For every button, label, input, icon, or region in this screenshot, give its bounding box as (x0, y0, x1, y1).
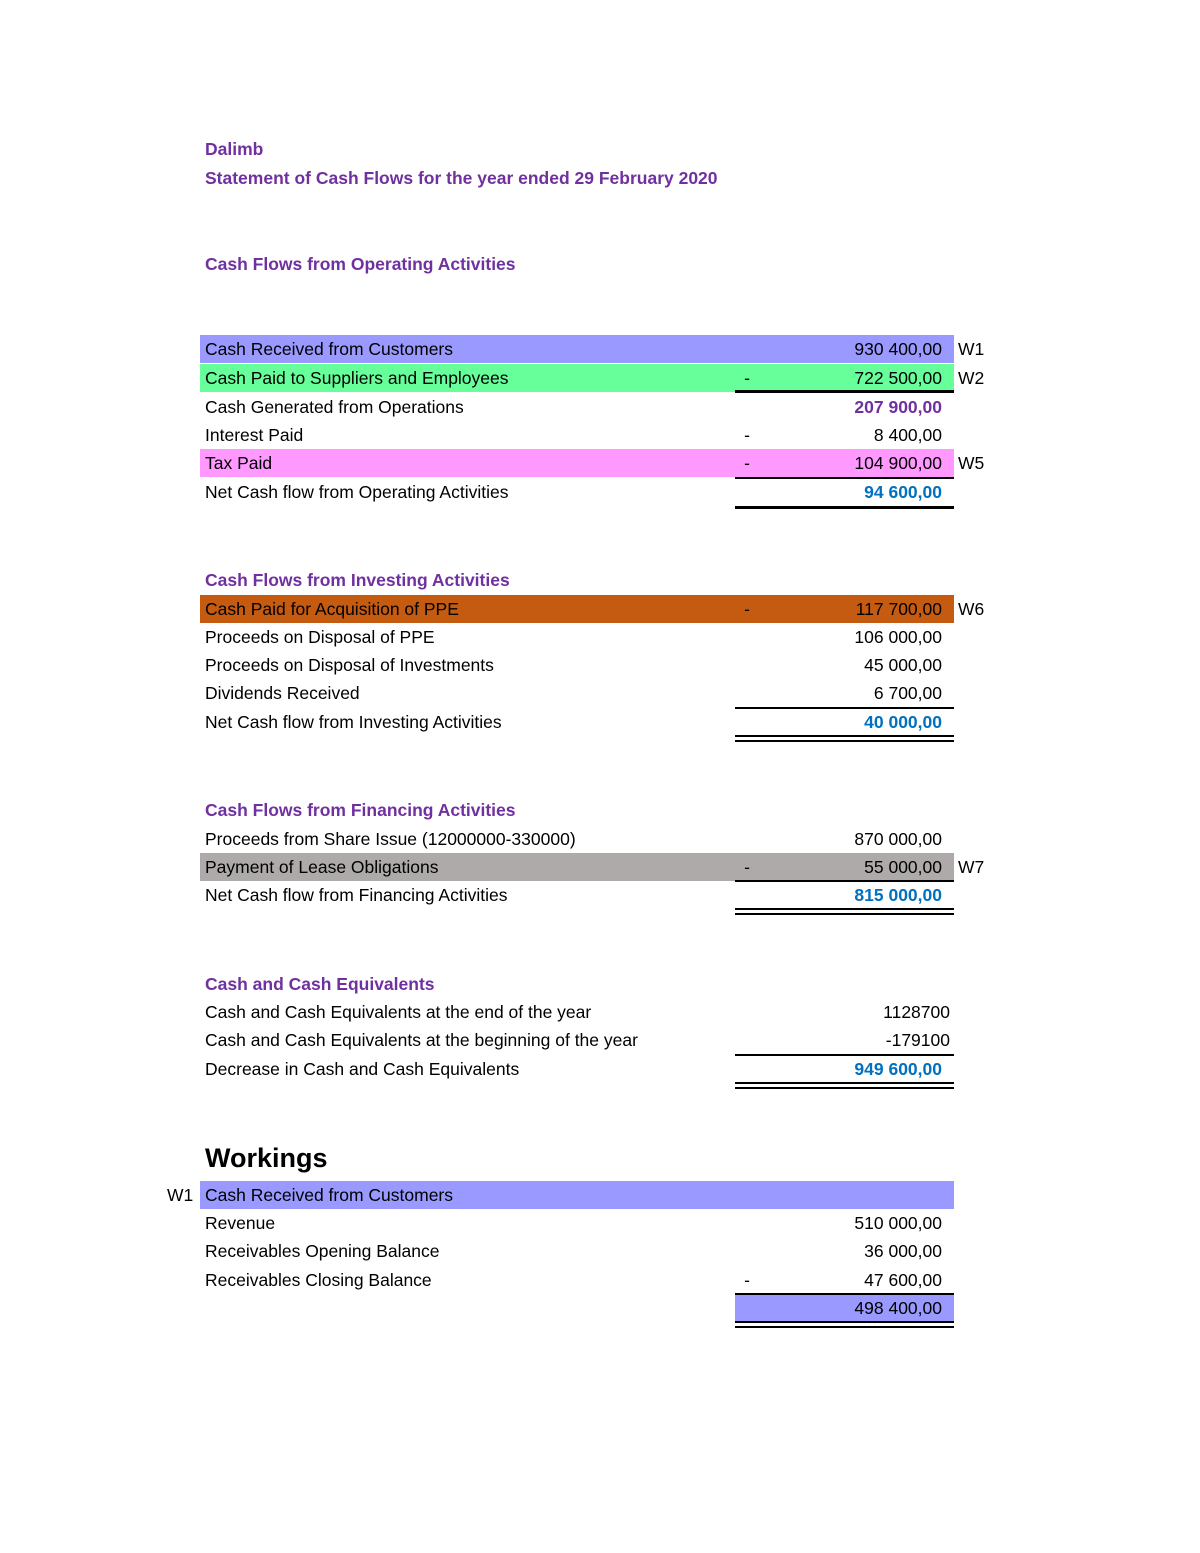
financing-row-net (200, 881, 954, 909)
row-label: Dividends Received (205, 683, 360, 703)
investing-row-disposal-ppe (200, 623, 954, 651)
row-label: Receivables Opening Balance (205, 1241, 440, 1261)
row-label: Cash Received from Customers (205, 1185, 453, 1205)
row-amount: 1128700 (883, 1002, 950, 1022)
row-amount: 930 400,00 (854, 339, 942, 359)
minus-sign: - (744, 425, 750, 445)
row-amount: 104 900,00 (854, 453, 942, 473)
total-double-rule (735, 1082, 954, 1089)
row-label: Proceeds on Disposal of Investments (205, 655, 494, 675)
row-label: Net Cash flow from Investing Activities (205, 712, 502, 732)
row-label: Cash Paid for Acquisition of PPE (205, 599, 459, 619)
row-label: Cash Generated from Operations (205, 397, 464, 417)
investing-row-ppe (200, 595, 985, 623)
working-ref: W1 (958, 339, 985, 359)
row-amount: 949 600,00 (854, 1059, 942, 1079)
row-amount: 94 600,00 (864, 482, 942, 502)
row-amount: 498 400,00 (854, 1298, 942, 1318)
financing-row-share-issue (200, 825, 954, 853)
investing-row-dividends (200, 679, 954, 707)
total-double-rule (735, 1321, 954, 1328)
row-amount: 106 000,00 (854, 627, 942, 647)
row-amount: 45 000,00 (864, 655, 942, 675)
workings-title: Workings (205, 1143, 328, 1173)
row-label: Interest Paid (205, 425, 304, 445)
row-amount: 870 000,00 (854, 829, 942, 849)
operating-row-suppliers (200, 364, 985, 392)
row-amount: 722 500,00 (854, 368, 942, 388)
row-label: Receivables Closing Balance (205, 1270, 432, 1290)
row-amount: 36 000,00 (864, 1241, 942, 1261)
row-amount: 117 700,00 (855, 599, 942, 619)
row-label: Net Cash flow from Financing Activities (205, 885, 508, 905)
working-ref: W2 (958, 368, 985, 388)
row-amount: 8 400,00 (873, 425, 942, 445)
row-label: Cash Paid to Suppliers and Employees (205, 368, 509, 388)
row-amount: -179100 (885, 1030, 950, 1050)
row-label: Cash and Cash Equivalents at the end of the year (205, 1002, 592, 1022)
minus-sign: - (744, 1270, 750, 1290)
row-label: Cash and Cash Equivalents at the beginning of the year (205, 1030, 638, 1050)
row-amount: 510 000,00 (854, 1213, 942, 1233)
row-amount: 6 700,00 (873, 683, 942, 703)
total-double-rule (735, 735, 954, 742)
cash-equivalents-heading: Cash and Cash Equivalents (205, 974, 435, 994)
w1-row-total (200, 1294, 954, 1322)
row-label: Payment of Lease Obligations (205, 857, 439, 877)
row-amount: 207 900,00 (854, 397, 942, 417)
row-label: Proceeds on Disposal of PPE (205, 627, 435, 647)
company-name: Dalimb (205, 139, 264, 159)
working-ref: W7 (958, 857, 985, 877)
investing-row-disposal-investments (200, 651, 954, 679)
total-rule (735, 506, 954, 509)
financing-row-lease (200, 853, 985, 881)
row-label: Revenue (205, 1213, 276, 1233)
minus-sign: - (744, 368, 750, 388)
investing-heading: Cash Flows from Investing Activities (205, 570, 510, 590)
operating-row-customers (200, 335, 985, 363)
minus-sign: - (744, 453, 750, 473)
statement-title: Statement of Cash Flows for the year ended 29 February 2020 (205, 168, 718, 188)
investing-row-net (200, 708, 954, 736)
operating-row-tax (200, 449, 985, 477)
minus-sign: - (744, 857, 750, 877)
minus-sign: - (744, 599, 750, 619)
w1-heading-row (200, 1181, 954, 1209)
row-amount: 815 000,00 (854, 885, 942, 905)
w1-row-closing (200, 1266, 954, 1294)
row-label: Net Cash flow from Operating Activities (205, 482, 509, 502)
w1-ref: W1 (167, 1185, 194, 1205)
financing-heading: Cash Flows from Financing Activities (205, 800, 516, 820)
row-label: Proceeds from Share Issue (12000000-330000) (205, 829, 576, 849)
total-double-rule (735, 908, 954, 915)
operating-row-generated (200, 393, 954, 421)
w1-row-revenue (200, 1209, 954, 1237)
cash-row-end (200, 998, 954, 1026)
operating-row-interest (200, 421, 954, 449)
row-amount: 55 000,00 (864, 857, 942, 877)
cash-row-decrease (200, 1055, 954, 1083)
row-label: Cash Received from Customers (205, 339, 453, 359)
row-label: Tax Paid (205, 453, 273, 473)
row-label: Decrease in Cash and Cash Equivalents (205, 1059, 520, 1079)
working-ref: W5 (958, 453, 985, 473)
w1-row-opening (200, 1237, 954, 1265)
row-amount: 47 600,00 (864, 1270, 942, 1290)
row-amount: 40 000,00 (864, 712, 942, 732)
cash-row-beginning (200, 1026, 954, 1054)
operating-heading: Cash Flows from Operating Activities (205, 254, 516, 274)
operating-row-net (200, 478, 954, 506)
working-ref: W6 (954, 595, 984, 623)
